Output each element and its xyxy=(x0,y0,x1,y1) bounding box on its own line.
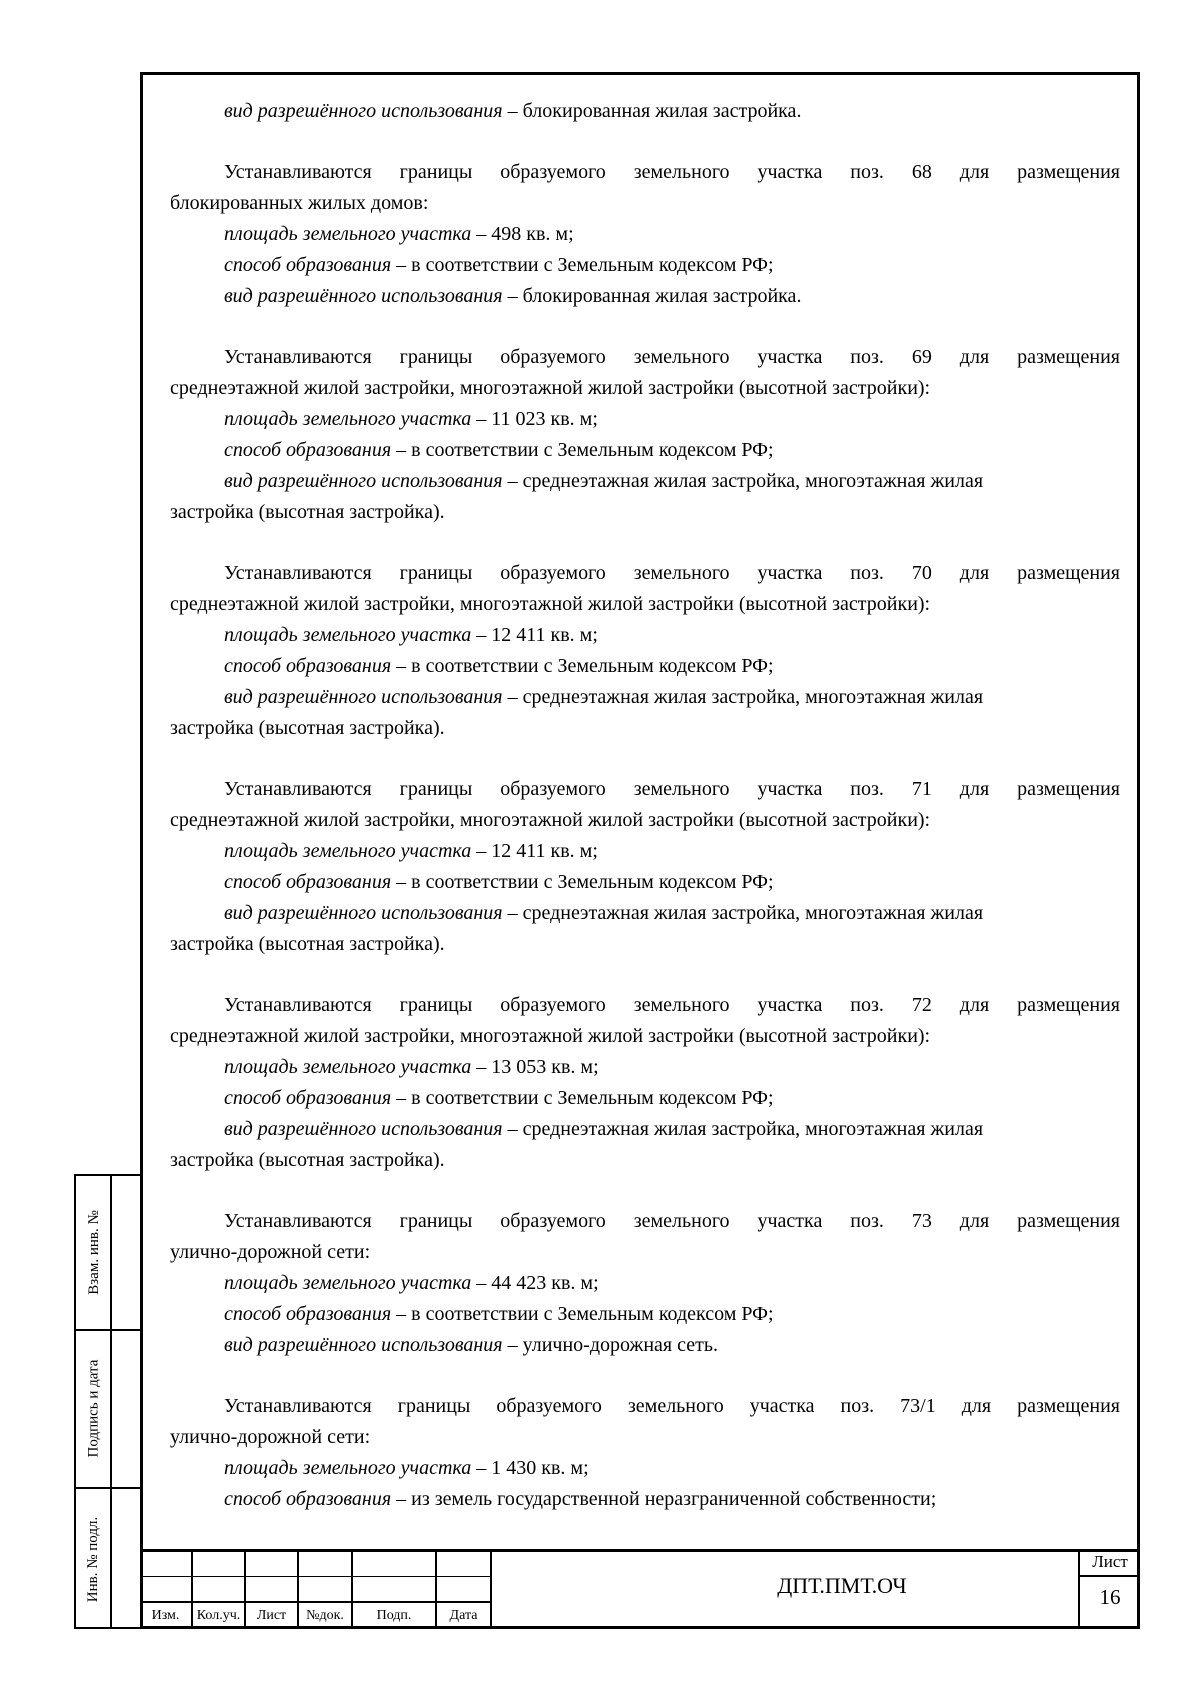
text-line xyxy=(170,281,1120,312)
italic-term: способ образования xyxy=(224,871,392,893)
text-line xyxy=(170,1052,1120,1083)
line-text: – в соответствии с Земельным кодексом РФ; xyxy=(391,439,774,461)
text-line xyxy=(170,1268,1120,1299)
line-text: – 12 411 кв. м; xyxy=(471,840,598,862)
text-line xyxy=(170,867,1120,898)
italic-term: вид разрешённого использования xyxy=(224,1334,503,1356)
paragraph xyxy=(170,1391,1120,1515)
italic-term: способ образования xyxy=(224,254,392,276)
text-line xyxy=(170,1206,1120,1237)
text-line xyxy=(170,1422,1120,1453)
line-text: – улично-дорожная сеть. xyxy=(502,1334,718,1356)
text-line xyxy=(170,1083,1120,1114)
text-line xyxy=(170,157,1120,188)
italic-term: вид разрешённого использования xyxy=(224,470,503,492)
line-text: – в соответствии с Земельным кодексом РФ; xyxy=(391,254,774,276)
line-text: Устанавливаются границы образуемого земельного участка поз. 73/1 для размещения xyxy=(224,1395,1120,1417)
italic-term: площадь земельного участка xyxy=(224,840,472,862)
text-line xyxy=(170,651,1120,682)
line-text: – 12 411 кв. м; xyxy=(471,624,598,646)
side-stamp xyxy=(74,1174,140,1629)
line-text: среднеэтажной жилой застройки, многоэтажной жилой застройки (высотной застройки): xyxy=(170,809,931,831)
col-izm-label: Изм. xyxy=(151,1608,180,1623)
col-koluch-label: Кол.уч. xyxy=(196,1608,241,1623)
line-text: – в соответствии с Земельным кодексом РФ; xyxy=(391,1087,774,1109)
line-text: – среднеэтажная жилая застройка, многоэтажная жилая xyxy=(502,902,984,924)
document-body xyxy=(170,96,1120,1515)
paragraph xyxy=(170,774,1120,960)
text-line xyxy=(170,342,1120,373)
text-line xyxy=(170,219,1120,250)
line-text: застройка (высотная застройка). xyxy=(170,933,445,955)
text-line xyxy=(170,1453,1120,1484)
paragraph xyxy=(170,157,1120,312)
italic-term: способ образования xyxy=(224,1087,392,1109)
italic-term: площадь земельного участка xyxy=(224,1272,472,1294)
line-text: Устанавливаются границы образуемого земельного участка поз. 71 для размещения xyxy=(224,778,1120,800)
line-text: – 1 430 кв. м; xyxy=(471,1457,589,1479)
sheet-label: Лист xyxy=(1092,1552,1128,1571)
italic-term: площадь земельного участка xyxy=(224,1457,472,1479)
text-line xyxy=(170,774,1120,805)
line-text: среднеэтажной жилой застройки, многоэтажной жилой застройки (высотной застройки): xyxy=(170,1025,931,1047)
text-line xyxy=(170,1330,1120,1361)
text-line xyxy=(170,558,1120,589)
line-text: – в соответствии с Земельным кодексом РФ; xyxy=(391,655,774,677)
line-text: блокированных жилых домов: xyxy=(170,192,429,214)
text-line xyxy=(170,466,1120,497)
col-ndok-label: №док. xyxy=(306,1608,344,1623)
text-line xyxy=(170,836,1120,867)
paragraph xyxy=(170,96,1120,127)
line-text: – среднеэтажная жилая застройка, многоэтажная жилая xyxy=(502,470,984,492)
line-text: – блокированная жилая застройка. xyxy=(502,285,802,307)
side-stamp-vzam-inv: Взам. инв. № xyxy=(85,1210,102,1295)
italic-term: вид разрешённого использования xyxy=(224,1118,503,1140)
line-text: – из земель государственной неразграниченной собственности; xyxy=(391,1488,937,1510)
side-stamp-podpis-data: Подпись и дата xyxy=(85,1359,102,1457)
line-text: среднеэтажной жилой застройки, многоэтажной жилой застройки (высотной застройки): xyxy=(170,593,931,615)
text-line xyxy=(170,713,1120,744)
text-line xyxy=(170,1237,1120,1268)
line-text: Устанавливаются границы образуемого земельного участка поз. 72 для размещения xyxy=(224,994,1120,1016)
col-podp-label: Подп. xyxy=(376,1608,412,1623)
col-data-label: Дата xyxy=(449,1608,478,1623)
text-line xyxy=(170,682,1120,713)
text-line xyxy=(170,589,1120,620)
text-line xyxy=(170,1145,1120,1176)
text-line xyxy=(170,805,1120,836)
line-text: Устанавливаются границы образуемого земельного участка поз. 73 для размещения xyxy=(224,1210,1120,1232)
title-block-col-line xyxy=(490,1549,492,1629)
paragraph-gap xyxy=(170,528,1120,558)
italic-term: способ образования xyxy=(224,1488,392,1510)
text-line xyxy=(170,929,1120,960)
text-line xyxy=(170,990,1120,1021)
paragraph-gap xyxy=(170,744,1120,774)
italic-term: вид разрешённого использования xyxy=(224,100,503,122)
text-line xyxy=(170,497,1120,528)
title-block-top-border xyxy=(140,1549,1140,1552)
text-line xyxy=(170,1484,1120,1515)
italic-term: способ образования xyxy=(224,655,392,677)
line-text: – 13 053 кв. м; xyxy=(471,1056,599,1078)
italic-term: вид разрешённого использования xyxy=(224,285,503,307)
line-text: – в соответствии с Земельным кодексом РФ; xyxy=(391,871,774,893)
paragraph-gap xyxy=(170,1176,1120,1206)
document-code: ДПТ.ПМТ.ОЧ xyxy=(777,1573,907,1598)
line-text: Устанавливаются границы образуемого земельного участка поз. 69 для размещения xyxy=(224,346,1120,368)
line-text: среднеэтажной жилой застройки, многоэтажной жилой застройки (высотной застройки): xyxy=(170,377,931,399)
italic-term: способ образования xyxy=(224,439,392,461)
italic-term: вид разрешённого использования xyxy=(224,902,503,924)
text-line xyxy=(170,620,1120,651)
line-text: застройка (высотная застройка). xyxy=(170,501,445,523)
line-text: – 44 423 кв. м; xyxy=(471,1272,599,1294)
italic-term: вид разрешённого использования xyxy=(224,686,503,708)
line-text: Устанавливаются границы образуемого земельного участка поз. 68 для размещения xyxy=(224,161,1120,183)
italic-term: способ образования xyxy=(224,1303,392,1325)
line-text: – среднеэтажная жилая застройка, многоэтажная жилая xyxy=(502,1118,984,1140)
col-list-label: Лист xyxy=(256,1608,287,1623)
paragraph-gap xyxy=(170,312,1120,342)
line-text: застройка (высотная застройка). xyxy=(170,1149,445,1171)
italic-term: площадь земельного участка xyxy=(224,1056,472,1078)
line-text: застройка (высотная застройка). xyxy=(170,717,445,739)
line-text: улично-дорожной сети: xyxy=(170,1241,371,1263)
italic-term: площадь земельного участка xyxy=(224,624,472,646)
paragraph xyxy=(170,1206,1120,1361)
line-text: Устанавливаются границы образуемого земельного участка поз. 70 для размещения xyxy=(224,562,1120,584)
line-text: – 11 023 кв. м; xyxy=(471,408,598,430)
text-line xyxy=(170,1299,1120,1330)
text-line xyxy=(170,1114,1120,1145)
italic-term: площадь земельного участка xyxy=(224,408,472,430)
text-line xyxy=(170,1021,1120,1052)
paragraph-gap xyxy=(170,1361,1120,1391)
text-line xyxy=(170,404,1120,435)
sheet-box-divider xyxy=(1078,1575,1140,1577)
paragraph xyxy=(170,558,1120,744)
line-text: – 498 кв. м; xyxy=(471,223,574,245)
paragraph xyxy=(170,342,1120,528)
paragraph-gap xyxy=(170,127,1120,157)
paragraph xyxy=(170,990,1120,1176)
line-text: – блокированная жилая застройка. xyxy=(502,100,802,122)
title-block xyxy=(140,1549,1140,1629)
text-line xyxy=(170,898,1120,929)
paragraph-gap xyxy=(170,960,1120,990)
text-line xyxy=(170,1391,1120,1422)
line-text: – в соответствии с Земельным кодексом РФ; xyxy=(391,1303,774,1325)
text-line xyxy=(170,373,1120,404)
side-stamp-inv-podl: Инв. № подл. xyxy=(85,1516,102,1602)
line-text: улично-дорожной сети: xyxy=(170,1426,371,1448)
text-line xyxy=(170,435,1120,466)
text-line xyxy=(170,96,1120,127)
italic-term: площадь земельного участка xyxy=(224,223,472,245)
sheet-number: 16 xyxy=(1099,1585,1121,1609)
line-text: – среднеэтажная жилая застройка, многоэтажная жилая xyxy=(502,686,984,708)
text-line xyxy=(170,250,1120,281)
text-line xyxy=(170,188,1120,219)
